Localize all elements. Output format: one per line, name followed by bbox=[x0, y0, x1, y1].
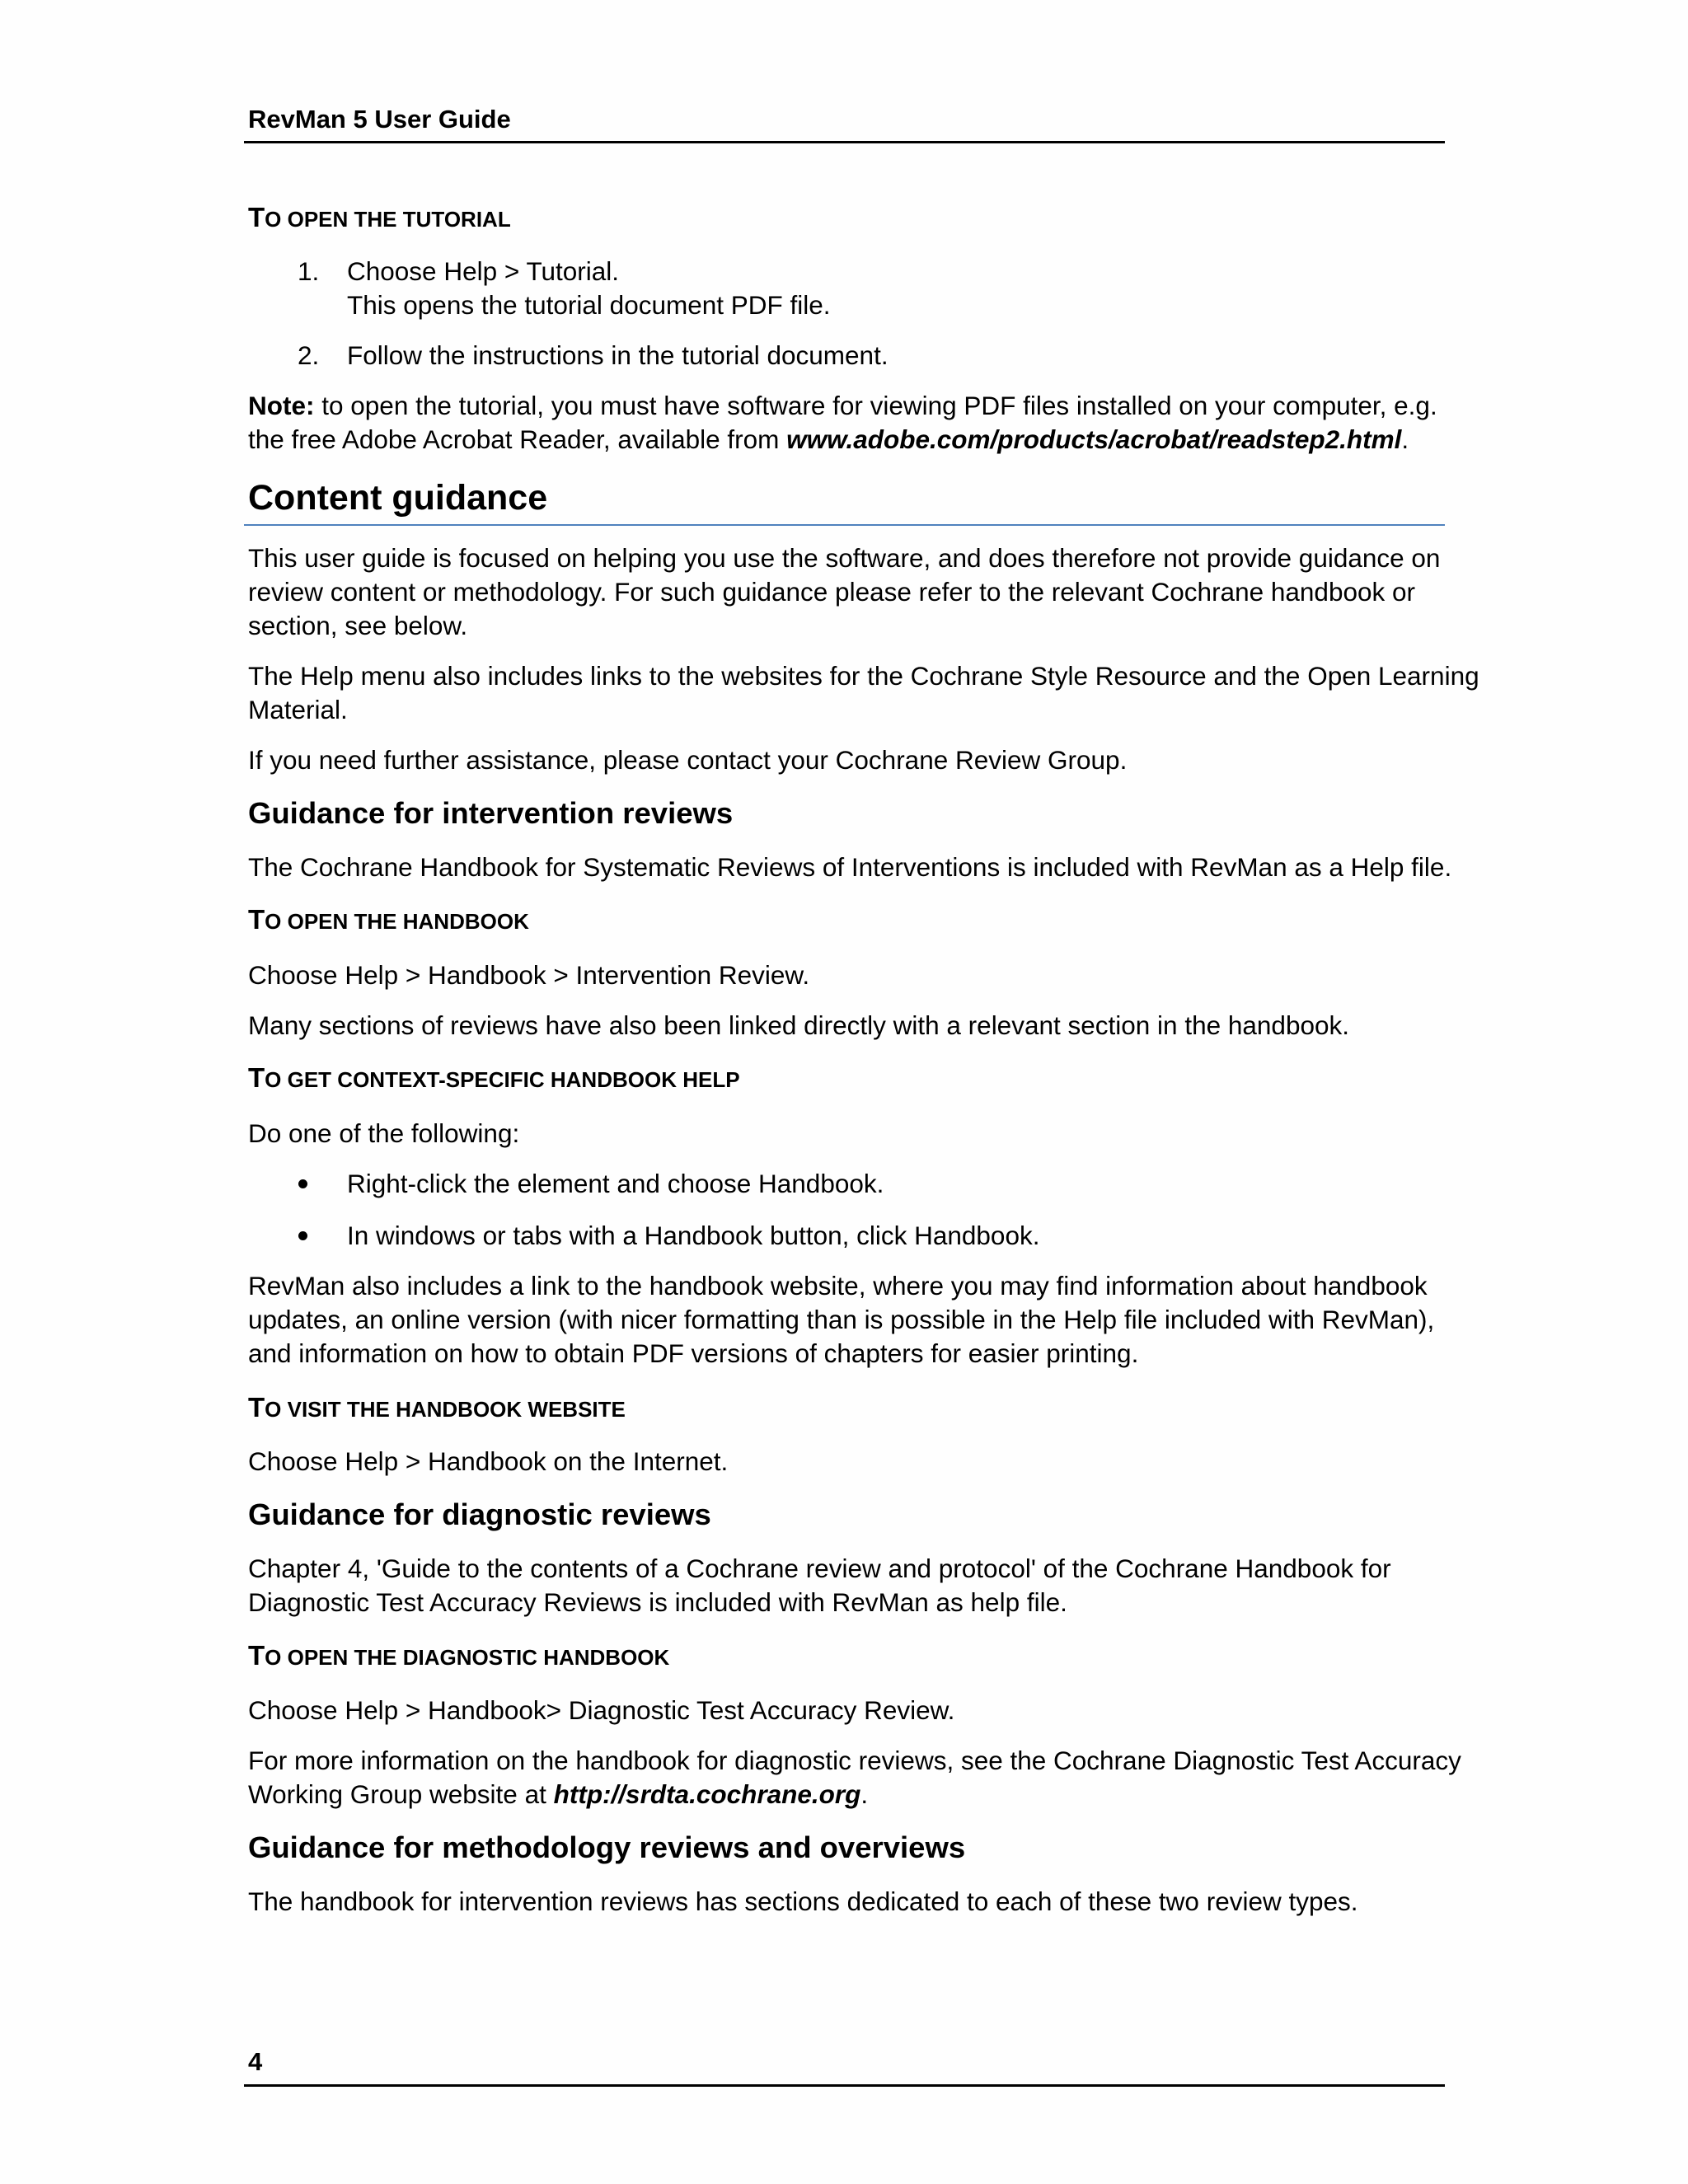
paragraph: section, see below. bbox=[248, 611, 468, 640]
step-number: 1. bbox=[298, 256, 320, 286]
procedure-heading-open-tutorial: TO OPEN THE TUTORIAL bbox=[248, 202, 511, 232]
paragraph: For more information on the handbook for diagnostic reviews, see the Cochrane Diagnostic Test Accuracy bbox=[248, 1746, 1461, 1775]
paragraph: Choose Help > Handbook on the Internet. bbox=[248, 1446, 729, 1476]
paragraph: This user guide is focused on helping you use the software, and does therefore not provide guidance on bbox=[248, 543, 1441, 573]
paragraph: Diagnostic Test Accuracy Reviews is included with RevMan as help file. bbox=[248, 1587, 1067, 1617]
step-text: Choose Help > Tutorial. bbox=[347, 256, 620, 286]
section-heading-content-guidance: Content guidance bbox=[248, 478, 548, 518]
adobe-link[interactable]: www.adobe.com/products/acrobat/readstep2.html bbox=[786, 424, 1402, 454]
bullet-icon bbox=[298, 1231, 307, 1240]
bullet-icon bbox=[298, 1179, 307, 1188]
subsection-heading-methodology: Guidance for methodology reviews and overviews bbox=[248, 1830, 966, 1864]
srdta-link[interactable]: http://srdta.cochrane.org bbox=[553, 1779, 861, 1809]
paragraph: Choose Help > Handbook> Diagnostic Test Accuracy Review. bbox=[248, 1695, 955, 1725]
paragraph: Chapter 4, 'Guide to the contents of a Cochrane review and protocol' of the Cochrane Handbook for bbox=[248, 1554, 1391, 1583]
note-label: Note: bbox=[248, 391, 315, 420]
paragraph: If you need further assistance, please contact your Cochrane Review Group. bbox=[248, 745, 1128, 775]
paragraph: Do one of the following: bbox=[248, 1118, 520, 1148]
procedure-heading-visit-website: TO VISIT THE HANDBOOK WEBSITE bbox=[248, 1392, 626, 1422]
paragraph: Many sections of reviews have also been linked directly with a relevant section in the handbook. bbox=[248, 1010, 1349, 1040]
list-item: Right-click the element and choose Handbook. bbox=[347, 1169, 884, 1198]
heading-rule bbox=[244, 524, 1445, 526]
paragraph: The handbook for intervention reviews has sections dedicated to each of these two review types. bbox=[248, 1886, 1358, 1916]
header-rule bbox=[244, 141, 1445, 143]
paragraph: review content or methodology. For such guidance please refer to the relevant Cochrane handbook or bbox=[248, 577, 1416, 607]
paragraph-line2: Working Group website at http://srdta.cochrane.org. bbox=[248, 1779, 869, 1809]
running-header: RevMan 5 User Guide bbox=[248, 105, 511, 134]
step-text: Follow the instructions in the tutorial document. bbox=[347, 340, 889, 370]
footer-rule bbox=[244, 2084, 1445, 2087]
procedure-heading-open-handbook: TO OPEN THE HANDBOOK bbox=[248, 904, 529, 935]
paragraph: and information on how to obtain PDF versions of chapters for easier printing. bbox=[248, 1338, 1139, 1368]
note-paragraph: Note: to open the tutorial, you must have software for viewing PDF files installed on your computer, e.g. bbox=[248, 391, 1437, 420]
note-paragraph-line2: the free Adobe Acrobat Reader, available from www.adobe.com/products/acrobat/readstep2.html. bbox=[248, 424, 1409, 454]
paragraph: Material. bbox=[248, 695, 348, 724]
paragraph: Choose Help > Handbook > Intervention Review. bbox=[248, 960, 810, 990]
step-number: 2. bbox=[298, 340, 320, 370]
paragraph: The Cochrane Handbook for Systematic Reviews of Interventions is included with RevMan as a Help file. bbox=[248, 852, 1452, 882]
paragraph: RevMan also includes a link to the handbook website, where you may find information about handbook bbox=[248, 1271, 1428, 1301]
paragraph: updates, an online version (with nicer formatting than is possible in the Help file included with RevMan), bbox=[248, 1305, 1435, 1334]
procedure-heading-diagnostic-handbook: TO OPEN THE DIAGNOSTIC HANDBOOK bbox=[248, 1640, 670, 1671]
subsection-heading-diagnostic: Guidance for diagnostic reviews bbox=[248, 1497, 711, 1531]
step-result: This opens the tutorial document PDF file. bbox=[347, 290, 831, 320]
list-item: In windows or tabs with a Handbook button, click Handbook. bbox=[347, 1221, 1040, 1250]
subsection-heading-intervention: Guidance for intervention reviews bbox=[248, 796, 734, 830]
paragraph: The Help menu also includes links to the websites for the Cochrane Style Resource and the Open Learning bbox=[248, 661, 1479, 691]
page-number: 4 bbox=[248, 2047, 263, 2076]
procedure-heading-context-help: TO GET CONTEXT-SPECIFIC HANDBOOK HELP bbox=[248, 1062, 740, 1093]
